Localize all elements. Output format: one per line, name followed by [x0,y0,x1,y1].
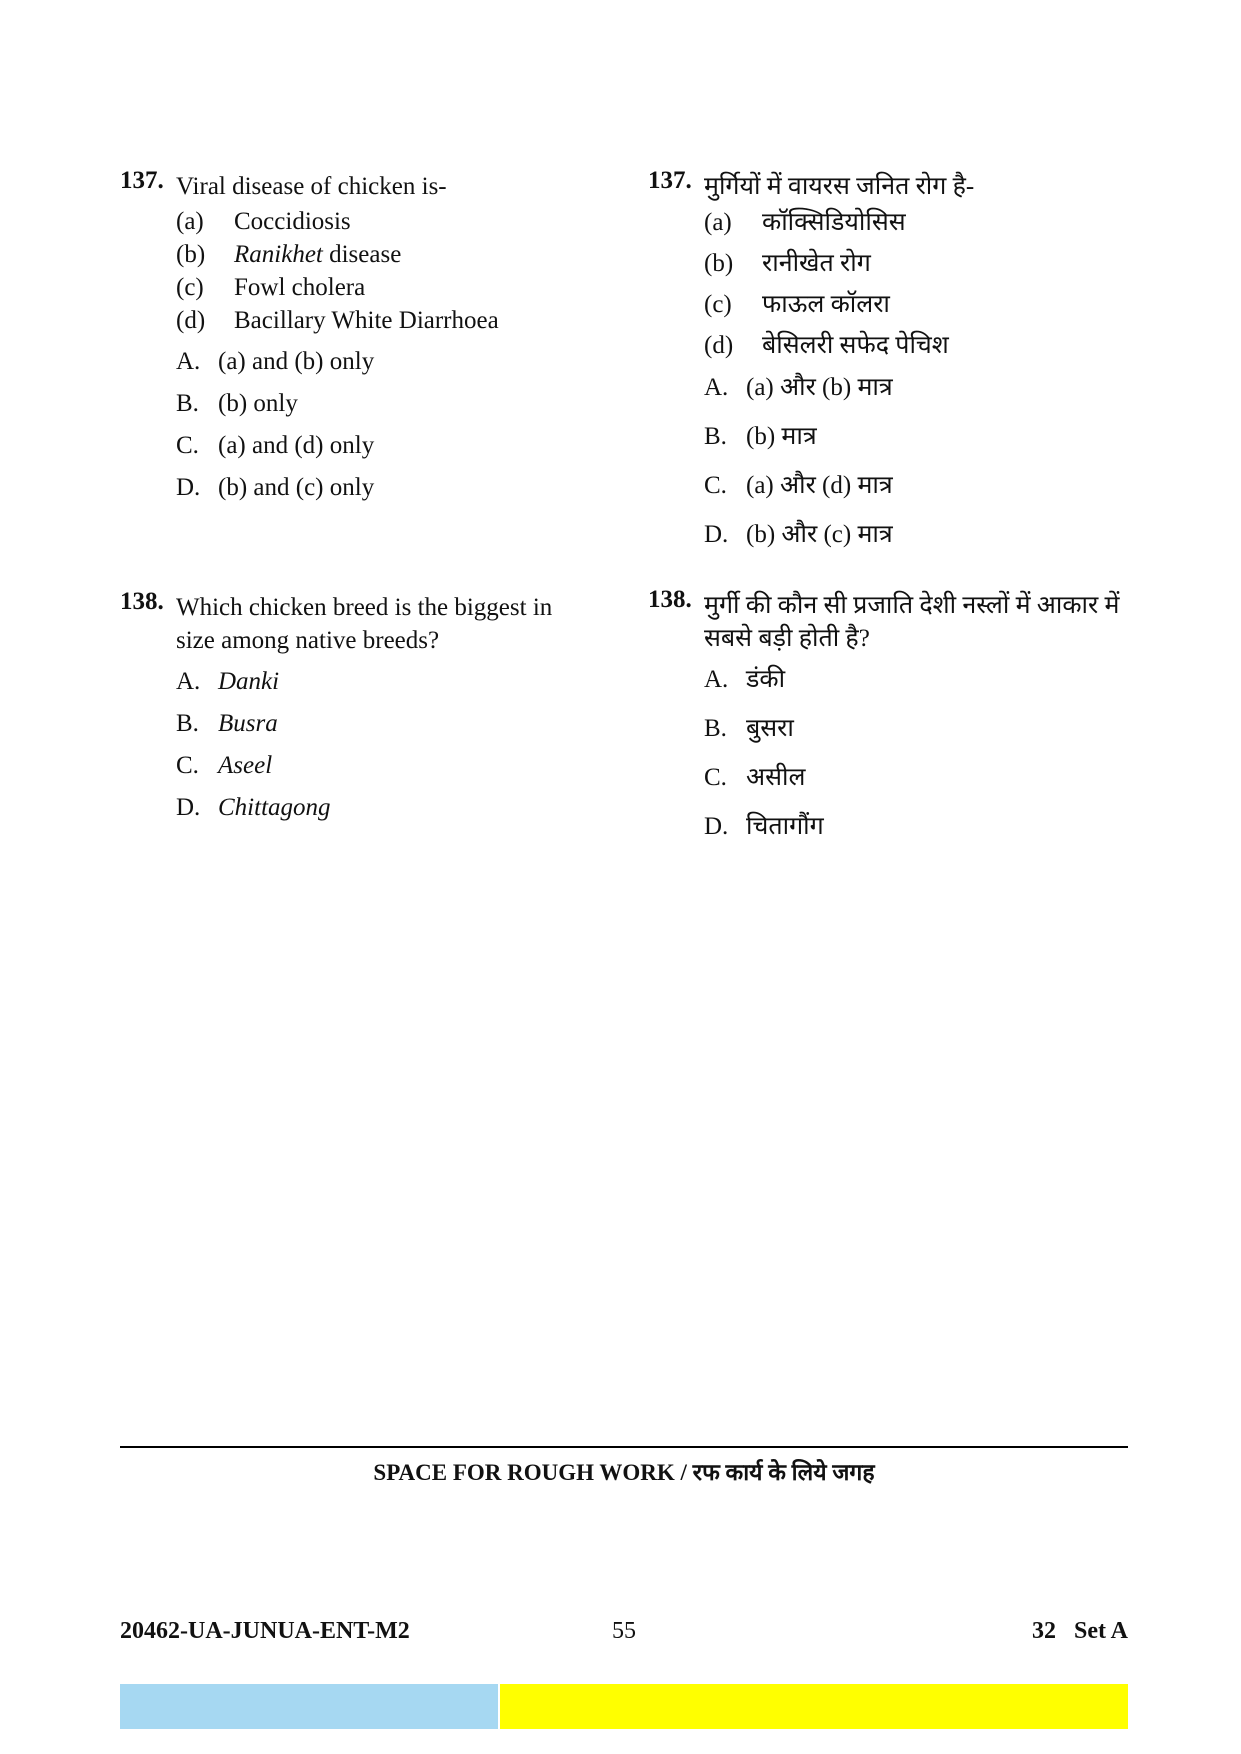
answer-choices [704,371,1128,551]
sub-option: (d) बेसिलरी सफेद पेचिश [704,332,949,359]
question-number: 138. [120,588,164,615]
question-137-hi [648,167,1128,551]
page-number: 55 [612,1618,636,1644]
yellow-color-bar [500,1684,1128,1729]
answer-choices [176,345,600,504]
page-footer [120,1618,1128,1648]
answer-choice: D. (b) और (c) मात्र [704,521,893,548]
hindi-column [648,167,1128,859]
question-number: 137. [648,167,692,194]
question-stem: Viral disease of chicken is- [176,173,447,200]
answer-choice: D. चितागौंग [704,813,824,840]
answer-choice: B. (b) only [176,390,298,417]
sub-option: (c) Fowl cholera [176,274,366,301]
answer-choice: B. बुसरा [704,715,794,742]
answer-choice: C. असील [704,764,806,791]
question-stem: मुर्गी की कौन सी प्रजाति देशी नस्लों में आकार में सबसे बड़ी होती है? [704,592,1120,652]
question-137-en [120,167,600,504]
question-138-en [120,588,600,824]
blue-color-bar [120,1684,498,1729]
answer-choice: A. डंकी [704,666,786,693]
sub-option: (c) फाऊल कॉलरा [704,291,890,318]
question-stem: Which chicken breed is the biggest in size among native breeds? [176,594,553,654]
answer-choice: C. Aseel [176,752,273,779]
answer-choice: A. Danki [176,668,280,695]
question-number: 138. [648,586,692,613]
sub-option: (b) Ranikhet disease [176,241,402,268]
answer-choice: A. (a) and (b) only [176,348,375,375]
divider [120,1446,1128,1448]
sub-option: (d) Bacillary White Diarrhoea [176,307,499,334]
sub-option: (b) रानीखेत रोग [704,250,871,277]
answer-choice: A. (a) और (b) मात्र [704,374,893,401]
rough-work-heading: SPACE FOR ROUGH WORK / रफ कार्य के लिये जगह [373,1460,875,1485]
answer-choice: B. Busra [176,710,278,737]
english-column [120,167,600,833]
question-number: 137. [120,167,164,194]
answer-choices [176,665,600,824]
sub-option: (a) Coccidiosis [176,208,351,235]
paper-code: 20462-UA-JUNUA-ENT-M2 [120,1618,410,1644]
sub-options [176,205,600,337]
question-138-hi [648,586,1128,843]
answer-choice: D. Chittagong [176,794,331,821]
answer-choices [704,663,1128,843]
answer-choice: D. (b) and (c) only [176,474,375,501]
answer-choice: C. (a) और (d) मात्र [704,472,893,499]
sub-options [704,205,1128,363]
sub-option: (a) कॉक्सिडियोसिस [704,209,906,236]
set-label: 32 Set A [1032,1618,1128,1644]
answer-choice: C. (a) and (d) only [176,432,375,459]
answer-choice: B. (b) मात्र [704,423,817,450]
question-stem: मुर्गियों में वायरस जनित रोग है- [704,173,975,200]
